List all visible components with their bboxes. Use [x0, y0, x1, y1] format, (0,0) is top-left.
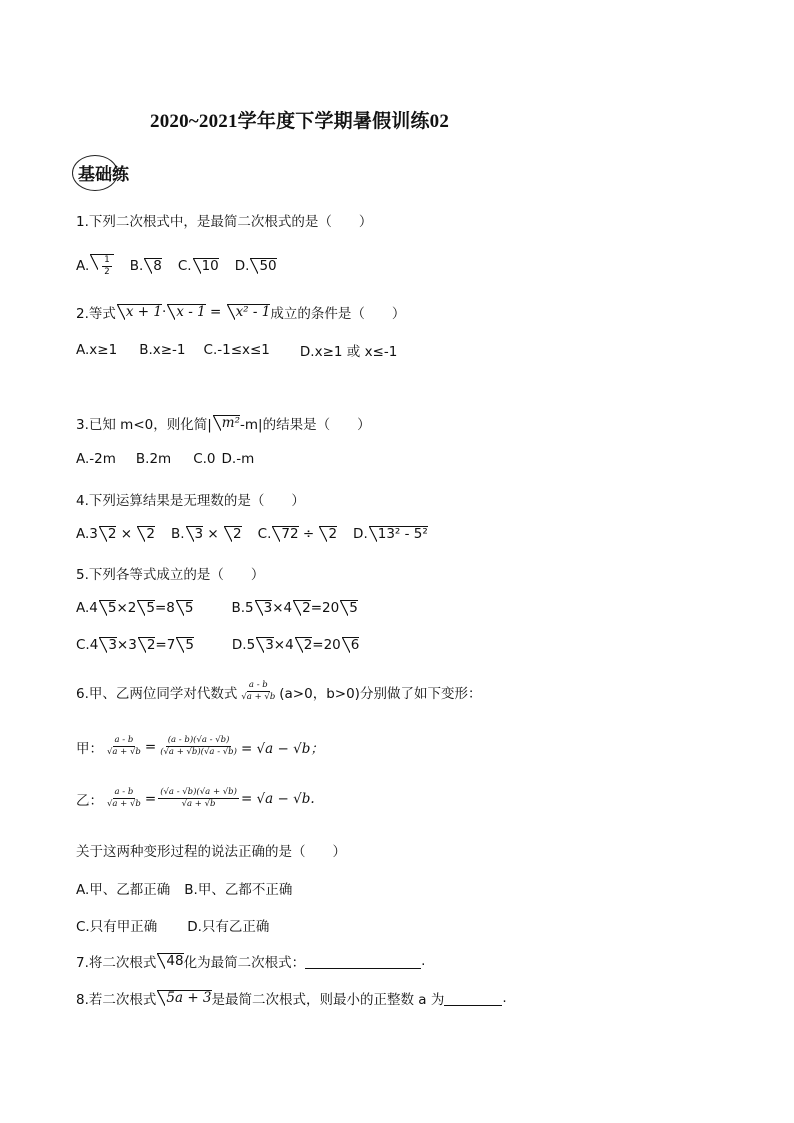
q5-stem: 5.下列各等式成立的是（ ）	[76, 567, 265, 583]
q6-options-row1	[76, 878, 308, 898]
q2-stem: 2.等式 x + 1 · x - 1 = x² - 1 成立的条件是（ ）	[76, 304, 406, 322]
q4-option-b: B. 3 × 2	[170, 526, 242, 542]
q4-option-d: D. 13² - 5²	[353, 526, 428, 542]
q3-option-b: B.2m	[135, 451, 172, 467]
q8-answer-blank[interactable]	[444, 991, 502, 1006]
q6-option-a: A.甲、乙都正确	[76, 882, 171, 898]
q2-option-b: B.x≥-1	[139, 342, 186, 358]
q3-stem: 3.已知 m<0，则化简| m² -m|的结果是（ ）	[76, 415, 371, 433]
q5-options-row2	[76, 637, 375, 653]
document-title: 2020~2021学年度下学期暑假训练02	[150, 111, 450, 132]
q6-stem: 6.甲、乙两位同学对代数式 $\frac{a - b}{√a + √b}$ (a>0，b>0)分别做了如下变形：	[76, 680, 482, 702]
q7-answer-blank[interactable]	[305, 954, 421, 969]
q3-options	[76, 451, 270, 467]
q6-options-row2	[76, 915, 285, 935]
q4-options	[76, 526, 444, 542]
q5-option-b: B.5 3 ×4 2 =20 5	[231, 600, 358, 616]
q6-jia: 甲： $\frac{a - b}{√a + √b}$ = $\frac{(a - b)(√a - √b)}{(√a + √b)(√a - √b)}$ = √a − √b；	[76, 735, 324, 757]
q6-option-d: D.只有乙正确	[187, 919, 270, 935]
q6-question: 关于这两种变形过程的说法正确的是（ ）	[76, 844, 346, 860]
q5-option-d: D.5 3 ×4 2 =20 6	[231, 637, 360, 653]
q5-options-row1	[76, 600, 374, 616]
q1-option-a: A. $\frac{1}{2}$	[76, 254, 114, 278]
q1-option-c: C. 10	[177, 258, 219, 274]
q4-option-a: A.3 2 × 2	[76, 526, 155, 542]
q1-option-d: D. 50	[234, 258, 277, 274]
q1-option-b: B. 8	[129, 258, 162, 274]
q2-option-d: D.x≥1 或 x≤-1	[299, 344, 398, 360]
q5-option-c: C.4 3 ×3 2 =7 5	[76, 637, 194, 653]
q8: 8.若二次根式 5a + 3 是最简二次根式，则最小的正整数 a 为 .	[76, 990, 507, 1008]
q1-stem: 1.下列二次根式中，是最简二次根式的是（ ）	[76, 214, 373, 230]
q4-stem: 4.下列运算结果是无理数的是（ ）	[76, 493, 305, 509]
q3-option-a: A.-2m	[76, 451, 116, 467]
q3-option-d: D.-m	[221, 451, 255, 467]
q2-option-c: C.-1≤x≤1	[203, 342, 270, 358]
q2-options	[76, 340, 413, 360]
q6-yi: 乙： $\frac{a - b}{√a + √b}$ = $\frac{(√a - √b)(√a + √b)}{√a + √b}$ = √a − √b.	[76, 787, 315, 809]
q2-option-a: A.x≥1	[76, 342, 118, 358]
section-label: 基础练	[78, 164, 129, 185]
section-heading	[72, 155, 129, 189]
q5-option-a: A.4 5 ×2 5 =8 5	[76, 600, 194, 616]
q6-option-c: C.只有甲正确	[76, 919, 158, 935]
q3-option-c: C.0	[193, 451, 216, 467]
q7: 7.将二次根式 48 化为最简二次根式： .	[76, 953, 426, 971]
q1-options	[76, 254, 293, 278]
q6-option-b: B.甲、乙都不正确	[184, 882, 293, 898]
q4-option-c: C. 72 ÷ 2	[257, 526, 338, 542]
